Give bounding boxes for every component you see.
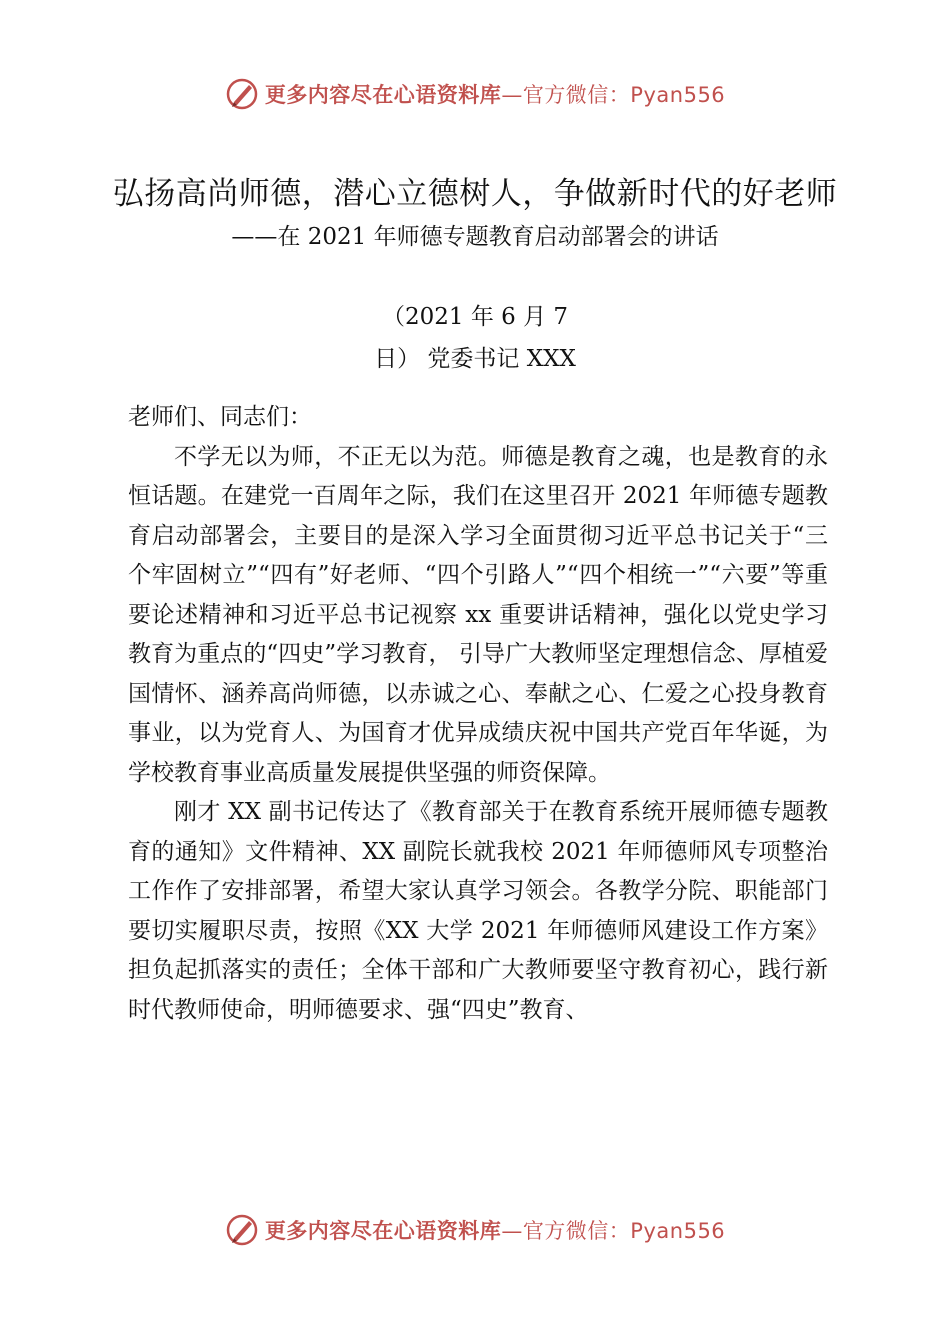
- pen-logo-icon: [225, 77, 259, 111]
- date-line-2: 日） 党委书记 XXX: [374, 346, 576, 372]
- paragraph: 不学无以为师，不正无以为范。师德是教育之魂，也是教育的永恒话题。在建党一百周年之际，我们在这里召开 2021 年师德专题教育启动部署会，主要目的是深入学习全面贯彻习近平总书记关于“三个牢固树立”“四有”好老师、“四个引路人”“四个相统一”“六要”等重要论述精神和习近平总书记视察 xx 重要讲话精神，强化以党史学习教育为重点的“四史”学习教育， 引导广大教师坚定理想信念、厚植爱国情怀、涵养高尚师德，以赤诚之心、奉献之心、仁爱之心投身教育事业，以为党育人、为国育才优异成绩庆祝中国共产党百年华诞，为学校教育事业高质量发展提供坚强的师资保障。: [128, 443, 828, 786]
- banner-text: 更多内容尽在心语资料库—官方微信：Pyan556: [264, 1219, 726, 1243]
- document-subtitle: ——在 2021 年师德专题教育启动部署会的讲话: [231, 224, 719, 250]
- salutation: 老师们、同志们：: [128, 404, 312, 430]
- document-body: [128, 398, 828, 1030]
- document-title: 弘扬高尚师德，潜心立德树人，争做新时代的好老师: [112, 176, 838, 212]
- pen-logo-icon: [225, 1213, 259, 1247]
- paragraph: 刚才 XX 副书记传达了《教育部关于在教育系统开展师德专题教育的通知》文件精神、XX 副院长就我校 2021 年师德师风专项整治工作作了安排部署，希望大家认真学习领会。各教学分院、职能部门要切实履职尽责，按照《XX 大学 2021 年师德师风建设工作方案》担负起抓落实的责任；全体干部和广大教师要坚守教育初心，践行新时代教师使命，明师德要求、强“四史”教育、: [128, 799, 828, 1023]
- footer-banner: [0, 1208, 950, 1252]
- date-line-1: （2021 年 6 月 7: [381, 304, 569, 330]
- banner-text: 更多内容尽在心语资料库—官方微信：Pyan556: [264, 83, 726, 107]
- header-banner: [0, 72, 950, 116]
